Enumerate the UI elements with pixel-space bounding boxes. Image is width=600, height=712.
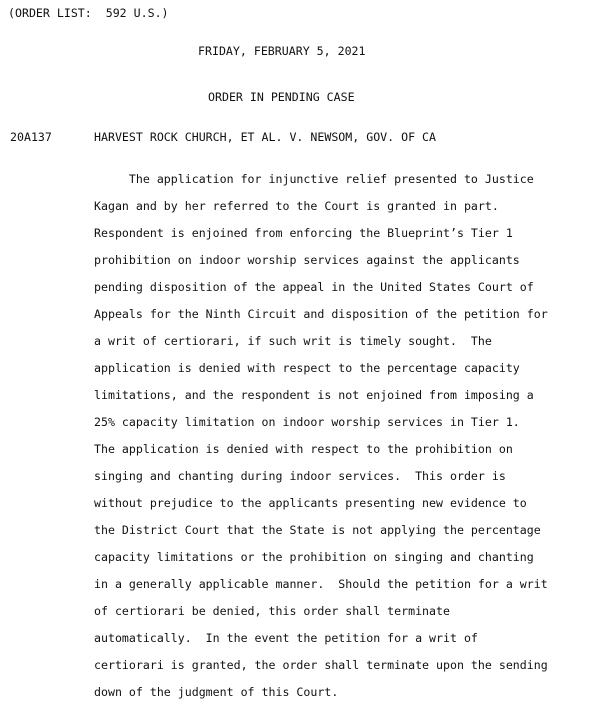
case-number: 20A137 (10, 130, 52, 144)
case-title: HARVEST ROCK CHURCH, ET AL. V. NEWSOM, GOV. OF CA (94, 130, 437, 144)
order-list-label: (ORDER LIST: 592 U.S.) (8, 6, 169, 20)
order-date: FRIDAY, FEBRUARY 5, 2021 (198, 44, 366, 58)
order-text-line: prohibition on indoor worship services against the applicants (94, 253, 520, 267)
order-text-line: without prejudice to the applicants presenting new evidence to (94, 496, 527, 510)
order-text-line: application is denied with respect to the percentage capacity (94, 361, 520, 375)
order-text-line: the District Court that the State is not applying the percentage (94, 523, 541, 537)
order-text-line: of certiorari be denied, this order shall terminate (94, 604, 450, 618)
order-text-line: limitations, and the respondent is not enjoined from imposing a (94, 388, 534, 402)
order-text-line: down of the judgment of this Court. (94, 685, 339, 699)
order-text-line: Kagan and by her referred to the Court is granted in part. (94, 199, 499, 213)
order-text-line: The application is denied with respect to the prohibition on (94, 442, 513, 456)
order-text-line: Respondent is enjoined from enforcing the Blueprint’s Tier 1 (94, 226, 513, 240)
order-text-line: pending disposition of the appeal in the United States Court of (94, 280, 534, 294)
order-text-line: singing and chanting during indoor services. This order is (94, 469, 506, 483)
order-text-line: automatically. In the event the petition for a writ of (94, 631, 478, 645)
order-text-line: 25% capacity limitation on indoor worship services in Tier 1. (94, 415, 520, 429)
order-text-line: Appeals for the Ninth Circuit and disposition of the petition for (94, 307, 548, 321)
order-text-line: in a generally applicable manner. Should the petition for a writ (94, 577, 548, 591)
order-heading: ORDER IN PENDING CASE (208, 90, 355, 104)
order-text-line: a writ of certiorari, if such writ is timely sought. The (94, 334, 492, 348)
order-text-line: The application for injunctive relief presented to Justice (94, 172, 534, 186)
order-text-line: certiorari is granted, the order shall terminate upon the sending (94, 658, 548, 672)
order-text-line: capacity limitations or the prohibition on singing and chanting (94, 550, 534, 564)
